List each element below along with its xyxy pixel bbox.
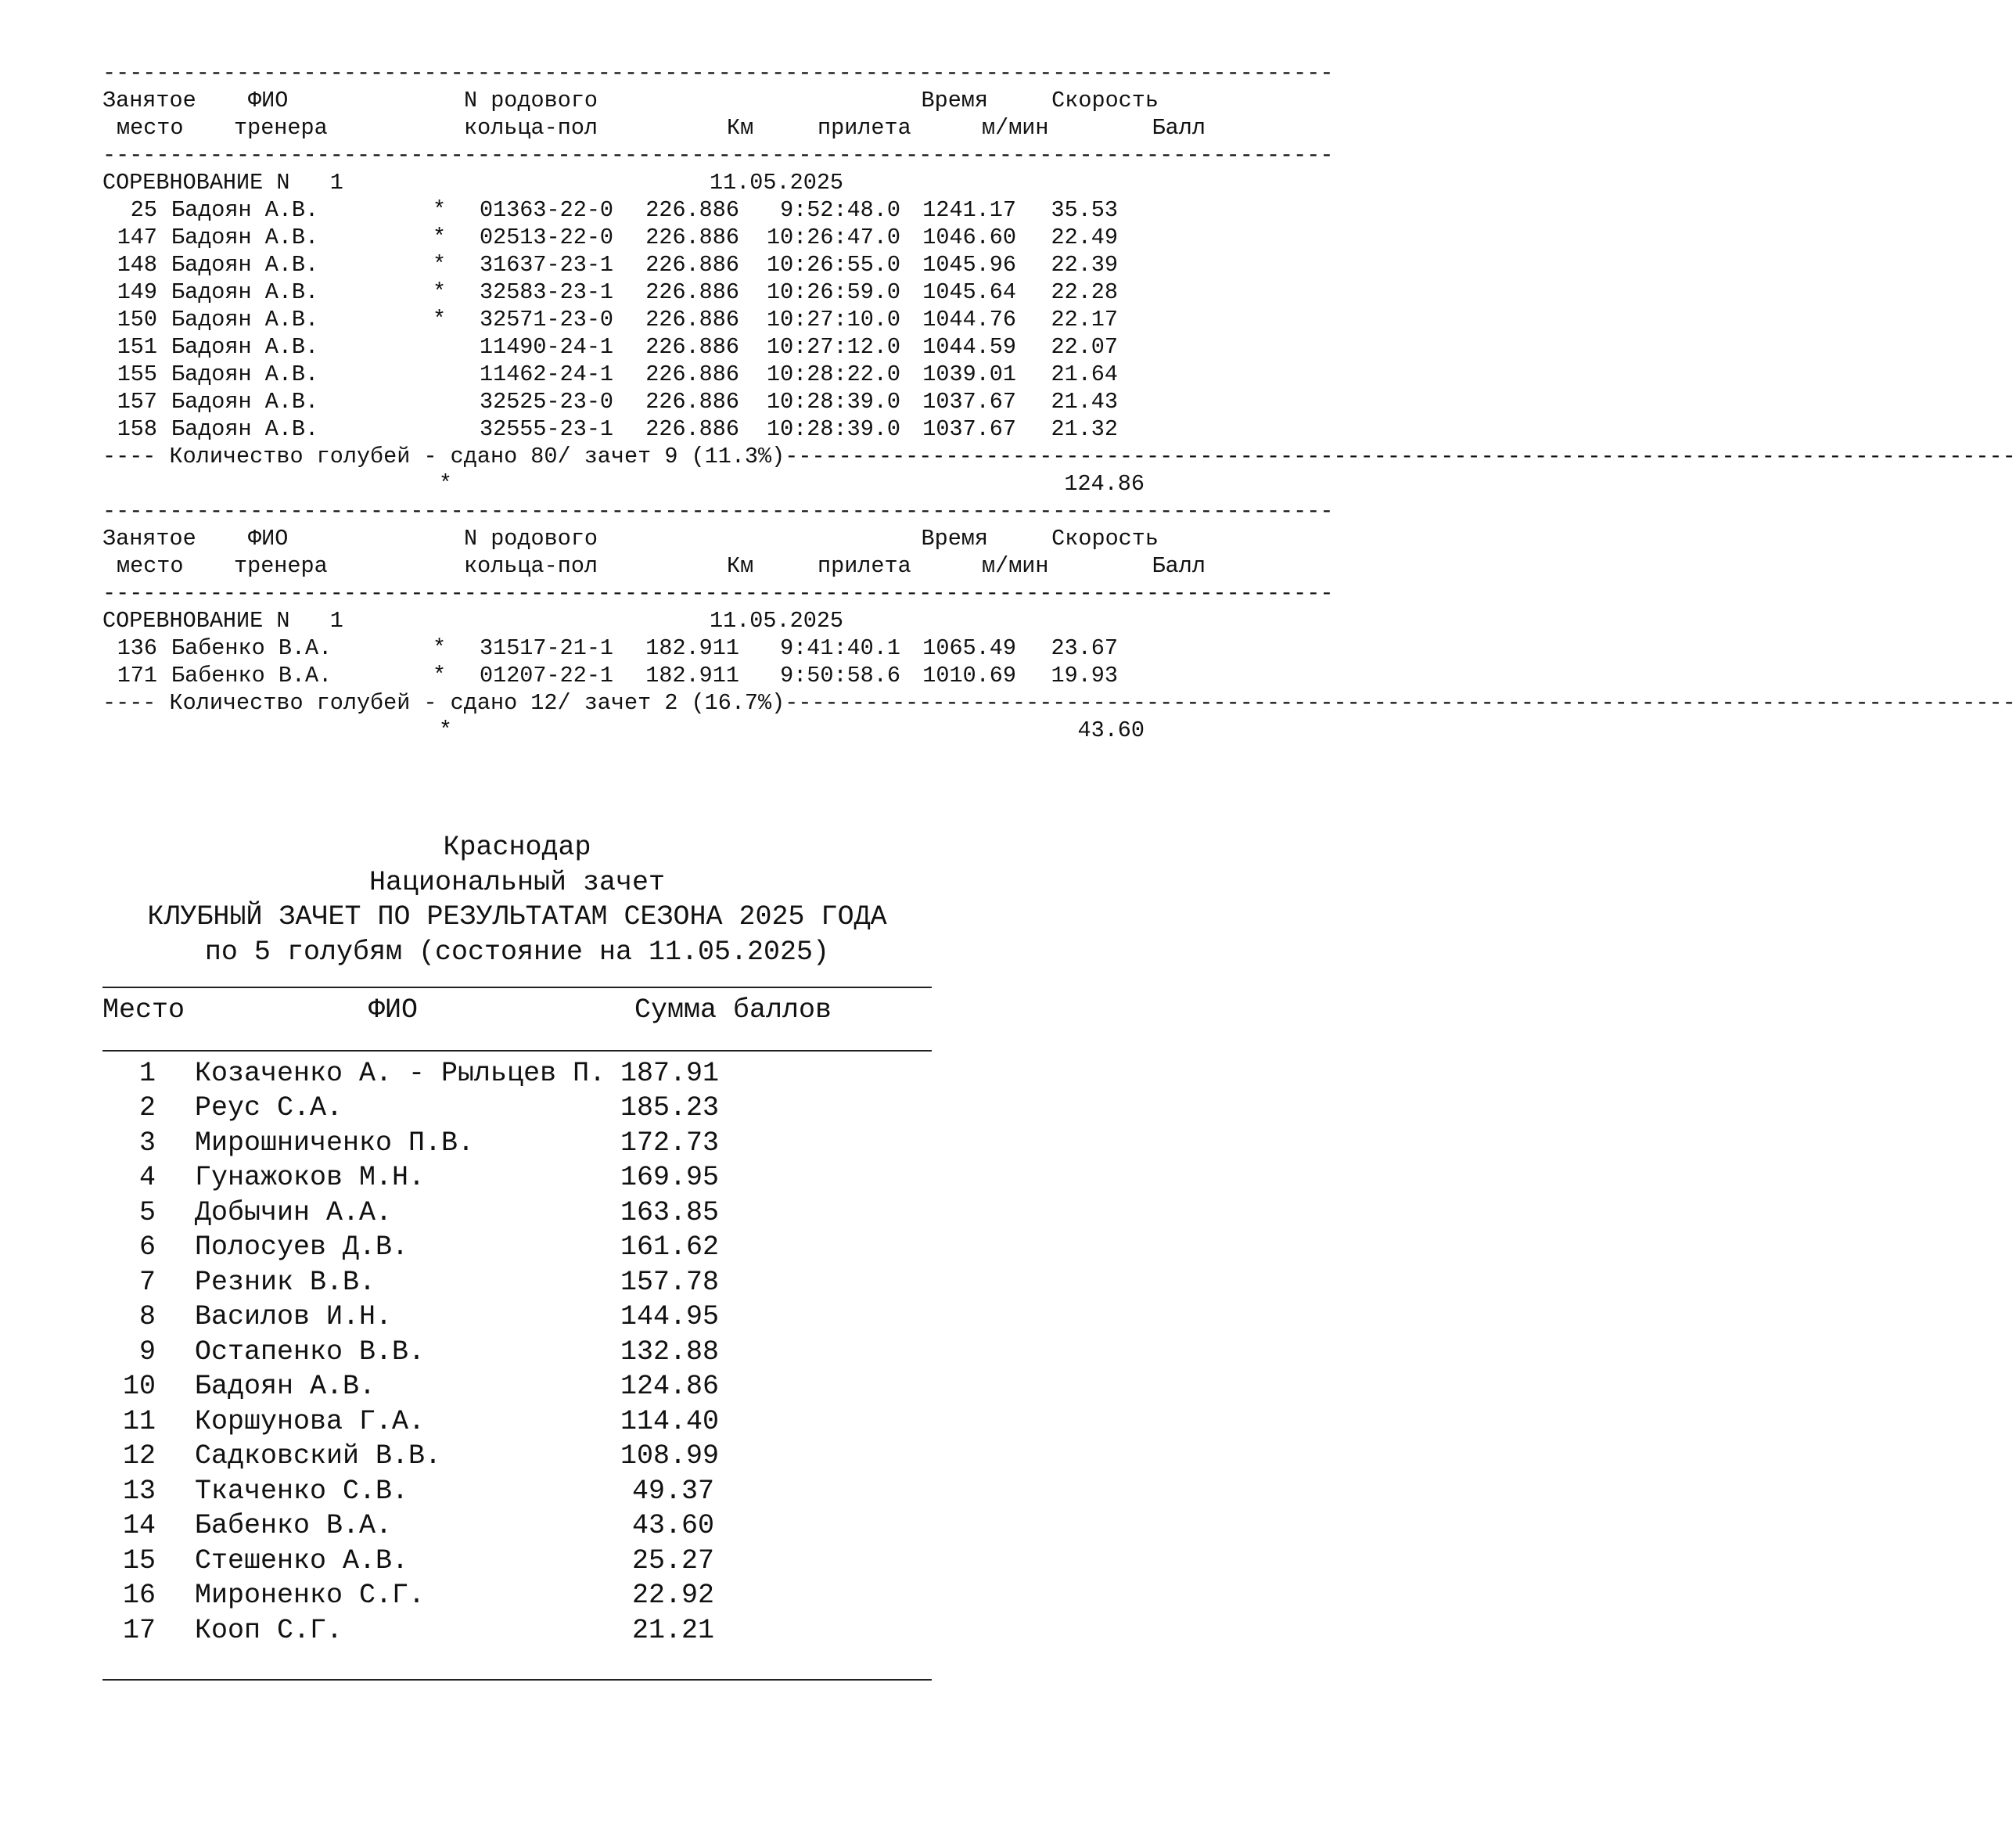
points-cell: 21.43 <box>1051 389 1118 415</box>
star-cell: * <box>433 252 447 278</box>
header-rule <box>102 1050 932 1052</box>
header-ring-sex: кольца-пол <box>464 115 598 141</box>
header-trainer: тренера <box>234 553 328 579</box>
trainer-cell: Бадоян А.В. <box>171 307 319 333</box>
header-fio: ФИО <box>248 88 289 113</box>
standings-name: Кооп С.Г. <box>195 1614 343 1646</box>
ring-cell: 02513-22-0 <box>480 225 614 250</box>
standings-place: 8 <box>138 1301 156 1332</box>
competition-date: 11.05.2025 <box>710 608 844 634</box>
result-row <box>102 662 1206 689</box>
km-cell: 182.911 <box>645 635 739 661</box>
club-standings <box>102 830 932 1681</box>
speed-cell: 1045.64 <box>922 279 1016 305</box>
km-cell: 182.911 <box>645 663 739 688</box>
speed-cell: 1037.67 <box>922 389 1016 415</box>
place-cell: 151 <box>117 334 157 360</box>
standings-place: 7 <box>138 1266 156 1298</box>
table-header-row-2 <box>102 552 1206 580</box>
standings-score: 172.73 <box>620 1127 720 1159</box>
standings-row <box>102 1056 932 1091</box>
time-cell: 9:41:40.1 <box>780 635 900 661</box>
standings-name: Стешенко А.В. <box>195 1544 409 1577</box>
standings-row <box>102 1335 932 1370</box>
table-header-row-2 <box>102 114 1206 142</box>
km-cell: 226.886 <box>645 334 739 360</box>
star-cell: * <box>433 279 447 305</box>
standings-row <box>102 1091 932 1126</box>
km-cell: 226.886 <box>645 225 739 250</box>
results-block-1 <box>102 59 2016 498</box>
speed-cell: 1044.59 <box>922 334 1016 360</box>
competition-label: СОРЕВНОВАНИЕ N 1 <box>102 608 343 634</box>
standings-subtitle: по 5 голубям (состояние на 11.05.2025) <box>204 936 830 968</box>
total-star: * <box>438 717 452 743</box>
standings-score: 161.62 <box>620 1231 720 1263</box>
standings-name: Добычин А.А. <box>195 1196 393 1228</box>
ring-cell: 11462-24-1 <box>480 361 614 387</box>
col-sum: Сумма баллов <box>634 994 832 1026</box>
points-cell: 19.93 <box>1051 663 1118 688</box>
trainer-cell: Бадоян А.В. <box>171 416 319 442</box>
standings-place: 5 <box>138 1196 156 1228</box>
standings-name: Мирошниченко П.В. <box>195 1127 475 1159</box>
standings-place: 2 <box>138 1092 156 1124</box>
time-cell: 10:26:59.0 <box>766 279 900 305</box>
star-cell <box>433 333 480 361</box>
star-cell <box>433 388 480 415</box>
result-row <box>102 279 1206 306</box>
standings-score: 132.88 <box>620 1336 720 1368</box>
ring-cell: 01207-22-1 <box>480 663 614 688</box>
header-arrival: прилета <box>818 115 911 141</box>
standings-name: Гунажоков М.Н. <box>195 1162 426 1193</box>
trainer-cell: Бабенко В.А. <box>171 635 332 661</box>
standings-score: 185.23 <box>620 1092 720 1124</box>
ring-cell: 31637-23-1 <box>480 252 614 278</box>
place-cell: 171 <box>117 663 157 688</box>
km-cell: 226.886 <box>645 389 739 415</box>
header-speed: Скорость <box>1051 88 1159 113</box>
standings-place: 13 <box>122 1475 156 1507</box>
standings-name: Мироненко С.Г. <box>195 1580 426 1611</box>
km-cell: 226.886 <box>645 416 739 442</box>
table-header-row-1 <box>102 87 1206 114</box>
km-cell: 226.886 <box>645 361 739 387</box>
result-row <box>102 196 1206 224</box>
speed-cell: 1241.17 <box>922 197 1016 223</box>
star-cell: * <box>433 307 447 333</box>
standings-score: 187.91 <box>620 1057 720 1089</box>
result-row <box>102 306 1206 333</box>
result-row <box>102 635 1206 662</box>
standings-row <box>102 1369 932 1404</box>
competition-line <box>102 607 1206 635</box>
result-row <box>102 333 1206 361</box>
header-fio: ФИО <box>248 526 289 552</box>
standings-row <box>102 1195 932 1231</box>
ring-cell: 32525-23-0 <box>480 389 614 415</box>
speed-cell: 1046.60 <box>922 225 1016 250</box>
points-cell: 22.07 <box>1051 334 1118 360</box>
speed-cell: 1010.69 <box>922 663 1016 688</box>
summary-line: ---- Количество голубей - сдано 80/ зачет 9 (11.3%) -------------------------------------------------------------------------------------------- <box>102 444 2016 469</box>
header-place: место <box>117 115 184 141</box>
km-cell: 226.886 <box>645 279 739 305</box>
place-cell: 136 <box>117 635 157 661</box>
trainer-cell: Бадоян А.В. <box>171 197 319 223</box>
standings-header <box>102 993 932 1028</box>
standings-row <box>102 1439 932 1474</box>
standings-name: Остапенко В.В. <box>195 1336 426 1368</box>
standings-row <box>102 1265 932 1300</box>
km-cell: 226.886 <box>645 197 739 223</box>
star-cell: * <box>433 635 447 661</box>
standings-place: 11 <box>122 1405 156 1437</box>
header-placed: Занятое <box>102 88 196 113</box>
total-line <box>102 717 1206 744</box>
result-row <box>102 415 1206 443</box>
header-arrival: прилета <box>818 553 911 579</box>
city-title: Краснодар <box>443 832 591 863</box>
header-speed-unit: м/мин <box>982 553 1049 579</box>
standings-place: 4 <box>138 1162 156 1193</box>
standings-row <box>102 1508 932 1544</box>
standings-score: 22.92 <box>631 1580 714 1611</box>
result-row <box>102 361 1206 388</box>
header-speed: Скорость <box>1051 526 1159 552</box>
standings-name: Бабенко В.А. <box>195 1510 393 1541</box>
dash-separator: -------------------------------------------------------------------------------------------- <box>102 60 1334 86</box>
place-cell: 157 <box>117 389 157 415</box>
standings-name: Полосуев Д.В. <box>195 1231 409 1263</box>
speed-cell: 1045.96 <box>922 252 1016 278</box>
trainer-cell: Бадоян А.В. <box>171 225 319 250</box>
speed-cell: 1065.49 <box>922 635 1016 661</box>
standings-place: 3 <box>138 1127 156 1159</box>
place-cell: 149 <box>117 279 157 305</box>
points-cell: 22.28 <box>1051 279 1118 305</box>
result-row <box>102 251 1206 279</box>
standings-score: 49.37 <box>631 1475 714 1507</box>
standings-row <box>102 1578 932 1613</box>
header-points: Балл <box>1152 115 1206 141</box>
star-cell <box>433 415 480 443</box>
place-cell: 147 <box>117 225 157 250</box>
competition-label: СОРЕВНОВАНИЕ N 1 <box>102 170 343 196</box>
place-cell: 155 <box>117 361 157 387</box>
header-place: место <box>117 553 184 579</box>
km-cell: 226.886 <box>645 307 739 333</box>
competition-line <box>102 169 1206 196</box>
time-cell: 10:28:39.0 <box>766 416 900 442</box>
place-cell: 158 <box>117 416 157 442</box>
standings-place: 6 <box>138 1231 156 1263</box>
standings-score: 144.95 <box>620 1301 720 1332</box>
total-points: 43.60 <box>1077 717 1145 743</box>
table-header-row-1 <box>102 525 1206 552</box>
time-cell: 10:28:39.0 <box>766 389 900 415</box>
total-star: * <box>438 471 452 497</box>
standings-score: 114.40 <box>620 1405 720 1437</box>
header-ring: N родового <box>464 526 598 552</box>
ring-cell: 32571-23-0 <box>480 307 614 333</box>
competition-date: 11.05.2025 <box>710 170 844 196</box>
standings-row <box>102 1300 932 1335</box>
summary-line: ---- Количество голубей - сдано 12/ зачет 2 (16.7%) -------------------------------------------------------------------------------------------- <box>102 690 2016 716</box>
standings-score: 43.60 <box>631 1510 714 1541</box>
standings-score: 169.95 <box>620 1162 720 1193</box>
ring-cell: 32555-23-1 <box>480 416 614 442</box>
national-subtitle: Национальный зачет <box>368 866 666 898</box>
results-block-2 <box>102 498 2016 744</box>
standings-score: 25.27 <box>631 1544 714 1577</box>
standings-row <box>102 1230 932 1265</box>
place-cell: 150 <box>117 307 157 333</box>
star-cell: * <box>433 663 447 688</box>
result-row <box>102 224 1206 251</box>
standings-name: Реус С.А. <box>195 1092 343 1124</box>
total-points: 124.86 <box>1064 471 1145 497</box>
bottom-rule <box>102 1679 932 1681</box>
speed-cell: 1037.67 <box>922 416 1016 442</box>
standings-name: Резник В.В. <box>195 1266 376 1298</box>
place-cell: 25 <box>130 197 157 223</box>
standings-name: Козаченко А. - Рыльцев П. <box>195 1057 606 1089</box>
standings-name: Садковский В.В. <box>195 1440 442 1472</box>
col-place: Место <box>102 994 185 1026</box>
points-cell: 23.67 <box>1051 635 1118 661</box>
time-cell: 10:26:47.0 <box>766 225 900 250</box>
standings-score: 108.99 <box>620 1440 720 1472</box>
header-points: Балл <box>1152 553 1206 579</box>
standings-name: Ткаченко С.В. <box>195 1475 409 1507</box>
standings-row <box>102 1474 932 1509</box>
standings-name: Бадоян А.В. <box>195 1371 376 1402</box>
trainer-cell: Бадоян А.В. <box>171 389 319 415</box>
dash-separator: -------------------------------------------------------------------------------------------- <box>102 142 1334 168</box>
standings-place: 15 <box>122 1544 156 1577</box>
standings-row <box>102 1544 932 1579</box>
time-cell: 10:28:22.0 <box>766 361 900 387</box>
header-speed-unit: м/мин <box>982 115 1049 141</box>
points-cell: 21.32 <box>1051 416 1118 442</box>
ring-cell: 31517-21-1 <box>480 635 614 661</box>
header-time: Время <box>921 526 988 552</box>
ring-cell: 01363-22-0 <box>480 197 614 223</box>
header-km: Км <box>727 553 754 579</box>
standings-title: КЛУБНЫЙ ЗАЧЕТ ПО РЕЗУЛЬТАТАМ СЕЗОНА 2025 ГОДА <box>147 901 887 933</box>
summary-text: Количество голубей - сдано 80/ зачет 9 (11.3%) <box>169 444 785 469</box>
points-cell: 35.53 <box>1051 197 1118 223</box>
summary-text: Количество голубей - сдано 12/ зачет 2 (16.7%) <box>169 690 785 716</box>
speed-cell: 1039.01 <box>922 361 1016 387</box>
star-cell: * <box>433 197 447 223</box>
standings-score: 124.86 <box>620 1371 720 1402</box>
trainer-cell: Бадоян А.В. <box>171 252 319 278</box>
standings-row <box>102 1613 932 1648</box>
header-km: Км <box>727 115 754 141</box>
col-name: ФИО <box>368 994 419 1026</box>
header-time: Время <box>921 88 988 113</box>
points-cell: 22.17 <box>1051 307 1118 333</box>
dash-separator: -------------------------------------------------------------------------------------------- <box>102 581 1334 606</box>
standings-score: 163.85 <box>620 1196 720 1228</box>
total-line <box>102 470 1206 498</box>
header-placed: Занятое <box>102 526 196 552</box>
standings-score: 157.78 <box>620 1266 720 1298</box>
header-ring-sex: кольца-пол <box>464 553 598 579</box>
result-row <box>102 388 1206 415</box>
km-cell: 226.886 <box>645 252 739 278</box>
place-cell: 148 <box>117 252 157 278</box>
standings-score: 21.21 <box>631 1614 714 1646</box>
dash-separator: -------------------------------------------------------------------------------------------- <box>102 498 1334 524</box>
time-cell: 10:26:55.0 <box>766 252 900 278</box>
points-cell: 21.64 <box>1051 361 1118 387</box>
time-cell: 10:27:12.0 <box>766 334 900 360</box>
standings-row <box>102 1160 932 1195</box>
trainer-cell: Бадоян А.В. <box>171 279 319 305</box>
standings-place: 10 <box>122 1371 156 1402</box>
time-cell: 9:50:58.6 <box>780 663 900 688</box>
standings-place: 1 <box>138 1057 156 1089</box>
trainer-cell: Бадоян А.В. <box>171 334 319 360</box>
points-cell: 22.49 <box>1051 225 1118 250</box>
top-rule <box>102 987 932 988</box>
standings-place: 16 <box>122 1580 156 1611</box>
points-cell: 22.39 <box>1051 252 1118 278</box>
time-cell: 9:52:48.0 <box>780 197 900 223</box>
trainer-cell: Бадоян А.В. <box>171 361 319 387</box>
standings-place: 14 <box>122 1510 156 1541</box>
standings-row <box>102 1126 932 1161</box>
header-ring: N родового <box>464 88 598 113</box>
ring-cell: 11490-24-1 <box>480 334 614 360</box>
ring-cell: 32583-23-1 <box>480 279 614 305</box>
star-cell: * <box>433 225 447 250</box>
standings-place: 17 <box>122 1614 156 1646</box>
standings-place: 9 <box>138 1336 156 1368</box>
star-cell <box>433 361 480 388</box>
standings-name: Коршунова Г.А. <box>195 1405 426 1437</box>
speed-cell: 1044.76 <box>922 307 1016 333</box>
header-trainer: тренера <box>234 115 328 141</box>
trainer-cell: Бабенко В.А. <box>171 663 332 688</box>
standings-name: Василов И.Н. <box>195 1301 393 1332</box>
standings-place: 12 <box>122 1440 156 1472</box>
standings-row <box>102 1404 932 1440</box>
time-cell: 10:27:10.0 <box>766 307 900 333</box>
